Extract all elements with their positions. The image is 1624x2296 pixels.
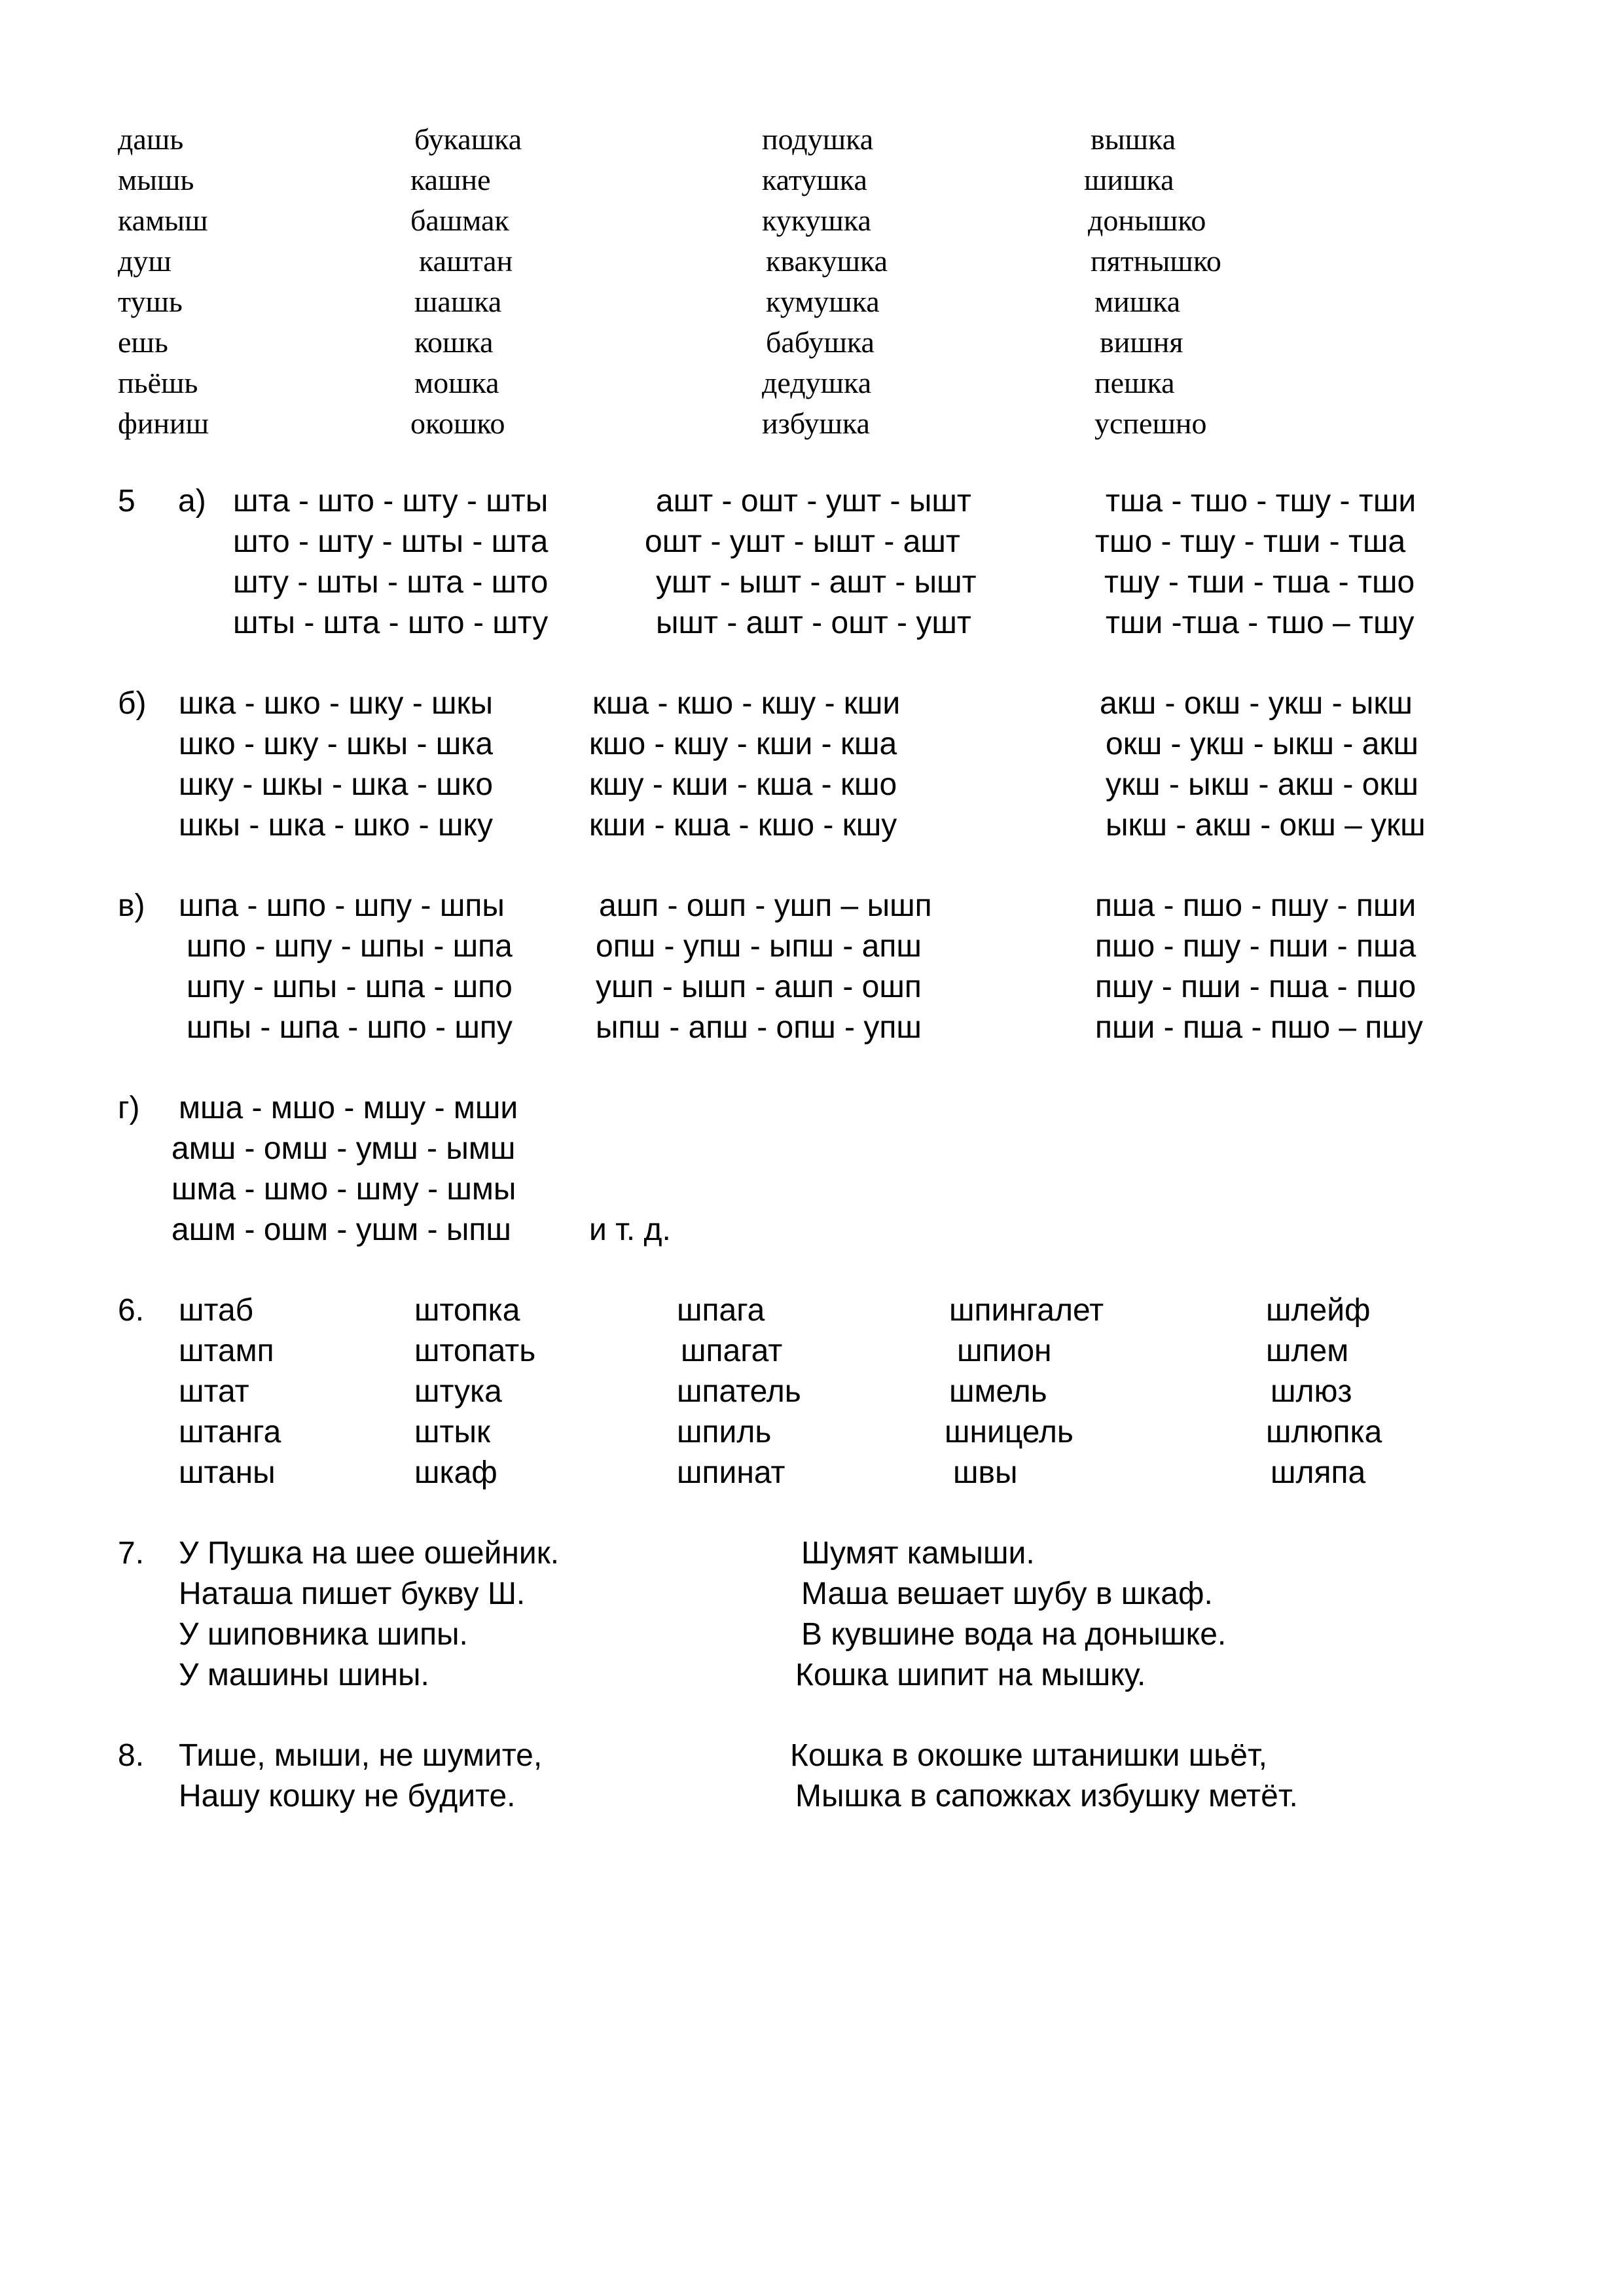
word: кумушка (766, 285, 880, 318)
word: кашне (410, 163, 491, 196)
sentence: У Пушка на шее ошейник. (179, 1536, 560, 1571)
syllable-row: мша - мшо - мшу - мши (179, 1091, 518, 1125)
word: штаб (179, 1293, 254, 1328)
word: катушка (762, 163, 867, 196)
exercise-number: 6. (118, 1293, 145, 1328)
word: штанга (179, 1415, 281, 1449)
word: ешь (118, 325, 168, 359)
exercise-number: 8. (118, 1738, 145, 1773)
syllable-row: окш - укш - ыкш - акш (1106, 727, 1418, 761)
syllable-row: пши - пша - пшо – пшу (1095, 1010, 1423, 1045)
poem-line: Мышка в сапожках избушку метёт. (795, 1779, 1298, 1813)
syllable-row: шкы - шка - шко - шку (179, 808, 494, 843)
word: шлюз (1271, 1374, 1352, 1409)
word: квакушка (766, 244, 888, 278)
syllable-row: опш - упш - ыпш - апш (596, 929, 922, 964)
poem-line: Тише, мыши, не шумите, (179, 1738, 543, 1773)
word: вишня (1100, 325, 1183, 359)
syllable-row: шты - шта - што - шту (233, 606, 549, 640)
word: швы (953, 1455, 1018, 1490)
word: шкаф (414, 1455, 497, 1490)
syllable-row: ашп - ошп - ушп – ышп (599, 888, 932, 923)
word: кошка (414, 325, 494, 359)
word: каштан (419, 244, 513, 278)
word: донышко (1088, 204, 1206, 237)
word: шпагат (681, 1334, 783, 1368)
word: шашка (414, 285, 502, 318)
word: шпион (957, 1334, 1052, 1368)
syllable-row: шка - шко - шку - шкы (179, 686, 494, 721)
word: пятнышко (1091, 244, 1221, 278)
syllable-row: шта - што - шту - шты (233, 484, 549, 519)
syllable-row: ошт - ушт - ышт - ашт (645, 524, 960, 559)
word: пьёшь (118, 366, 198, 399)
word: шницель (945, 1415, 1074, 1449)
syllable-row: акш - окш - укш - ыкш (1100, 686, 1413, 721)
word: камыш (118, 204, 208, 237)
word: мишка (1094, 285, 1181, 318)
syllable-row: тши -тша - тшо – тшу (1106, 606, 1415, 640)
sentence: Наташа пишет букву Ш. (179, 1576, 526, 1611)
syllable-row: ашм - ошм - ушм - ыпш (171, 1212, 511, 1247)
syllable-row: кшу - кши - кша - кшо (589, 767, 897, 802)
syllable-row: пша - пшо - пшу - пши (1095, 888, 1416, 923)
word: шишка (1084, 163, 1174, 196)
poem-line: Нашу кошку не будите. (179, 1779, 516, 1813)
sentence: У машины шины. (179, 1658, 429, 1692)
syllable-row: укш - ыкш - акш - окш (1106, 767, 1418, 802)
poem-line: Кошка в окошке штанишки шьёт, (790, 1738, 1267, 1773)
syllable-row: ушп - ышп - ашп - ошп (596, 970, 922, 1004)
syllable-row: шма - шмо - шму - шмы (171, 1172, 516, 1207)
word: штаны (179, 1455, 276, 1490)
sentence: У шиповника шипы. (179, 1617, 468, 1652)
word: кукушка (762, 204, 871, 237)
word: шпингалет (949, 1293, 1104, 1328)
syllable-row: кша - кшо - кшу - кши (592, 686, 901, 721)
word: шлейф (1266, 1293, 1371, 1328)
syllable-row: тша - тшо - тшу - тши (1106, 484, 1416, 519)
word: мышь (118, 163, 194, 196)
syllable-row: пшо - пшу - пши - пша (1095, 929, 1416, 964)
word: шляпа (1271, 1455, 1366, 1490)
subsection-label: г) (118, 1091, 140, 1125)
syllable-row: ышт - ашт - ошт - ушт (656, 606, 971, 640)
syllable-row: кшо - кшу - кши - кша (589, 727, 897, 761)
word: пешка (1094, 366, 1175, 399)
word: шпинат (677, 1455, 785, 1490)
word: избушка (762, 407, 870, 440)
syllable-row: шку - шкы - шка - шко (179, 767, 494, 802)
subsection-label: б) (118, 686, 147, 721)
etc-note: и т. д. (589, 1212, 671, 1247)
word: штык (414, 1415, 490, 1449)
syllable-row: тшу - тши - тша - тшо (1104, 565, 1415, 600)
syllable-row: шпу - шпы - шпа - шпо (187, 970, 513, 1004)
syllable-row: шпа - шпо - шпу - шпы (179, 888, 505, 923)
word: штопка (414, 1293, 520, 1328)
syllable-row: што - шту - шты - шта (233, 524, 549, 559)
sentence: Маша вешает шубу в шкаф. (801, 1576, 1213, 1611)
syllable-row: ыкш - акш - окш – укш (1106, 808, 1426, 843)
word: окошко (410, 407, 505, 440)
syllable-row: ушт - ышт - ашт - ышт (656, 565, 977, 600)
word: шпиль (677, 1415, 772, 1449)
word: штат (179, 1374, 249, 1409)
word: штопать (414, 1334, 536, 1368)
word: мошка (414, 366, 499, 399)
word: башмак (410, 204, 509, 237)
syllable-row: кши - кша - кшо - кшу (589, 808, 897, 843)
syllable-row: амш - омш - умш - ымш (171, 1131, 516, 1166)
word: вышка (1091, 122, 1176, 156)
syllable-row: ыпш - апш - опш - упш (596, 1010, 922, 1045)
syllable-row: шко - шку - шкы - шка (179, 727, 494, 761)
sentence: В кувшине вода на донышке. (801, 1617, 1227, 1652)
syllable-row: пшу - пши - пша - пшо (1095, 970, 1416, 1004)
word: бабушка (766, 325, 875, 359)
syllable-row: шпо - шпу - шпы - шпа (187, 929, 513, 964)
word: штамп (179, 1334, 274, 1368)
syllable-row: шпы - шпа - шпо - шпу (187, 1010, 513, 1045)
word: дашь (118, 122, 184, 156)
syllable-row: шту - шты - шта - што (233, 565, 549, 600)
word: финиш (118, 407, 209, 440)
exercise-number: 5 (118, 484, 135, 519)
word: букашка (414, 122, 522, 156)
word: шлюпка (1266, 1415, 1382, 1449)
word: шпатель (677, 1374, 801, 1409)
syllable-row: ашт - ошт - ушт - ышт (656, 484, 971, 519)
subsection-label: в) (118, 888, 145, 923)
word: дедушка (762, 366, 872, 399)
subsection-label: а) (178, 484, 206, 519)
sentence: Шумят камыши. (801, 1536, 1035, 1571)
sentence: Кошка шипит на мышку. (795, 1658, 1146, 1692)
word: шпага (677, 1293, 765, 1328)
word: тушь (118, 285, 183, 318)
word: душ (118, 244, 171, 278)
exercise-number: 7. (118, 1536, 145, 1571)
word: подушка (762, 122, 874, 156)
word: штука (414, 1374, 502, 1409)
word: успешно (1094, 407, 1207, 440)
word: шмель (949, 1374, 1047, 1409)
word: шлем (1266, 1334, 1349, 1368)
syllable-row: тшо - тшу - тши - тша (1095, 524, 1406, 559)
